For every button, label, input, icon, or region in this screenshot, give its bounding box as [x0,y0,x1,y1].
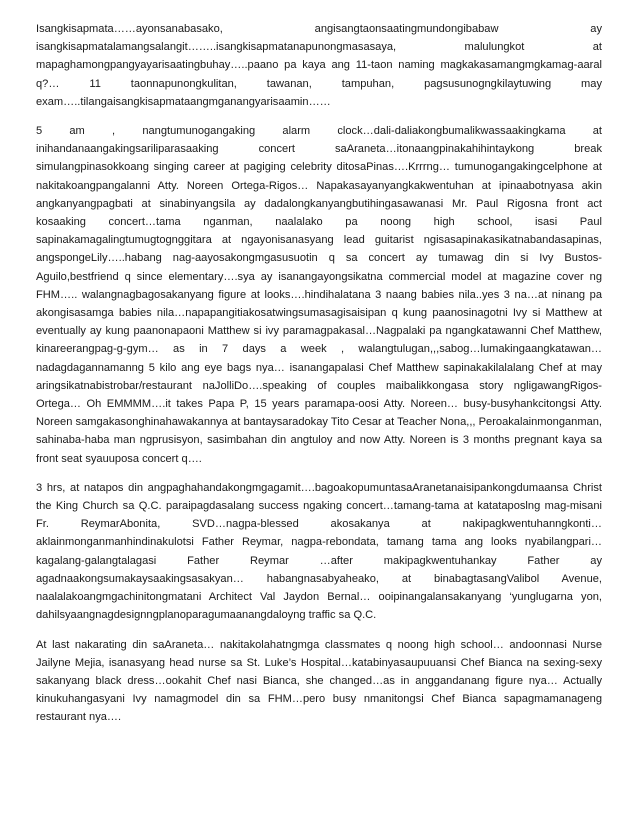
paragraph-3: 3 hrs, at natapos din angpaghahandakongmgagamit….bagoakopumuntasaAranetanaisipankongdumaansa Christ the King Church sa Q.C. paraipagdasalang success ngaking concert…tamang-tama at katataposlng mag-misani Fr. ReymarAbonita, SVD…nagpa-blessed akosakanya at nakipagkwentuhanngkonti…aklainmonganmanhindinakulotsi Father Reymar, nagpa-rebondata, tamang tama ang looks nyabilangpari…kagalang-galangtalagasi Father Reymar …after makipagkwentuhankay Father ay agadnaakongsumakaysaakingsasakyan… habangnasabyaheako, at binabagtasangValibol Avenue, naalalakoangmgachinitongmatani Architect Val Jaydon Bernal… ooipinangalansakanyang ‘yunglugarna yon, dahilsyaangnagdesignngplanoparagumaanangdaloyng traffic sa Q.C. [36,481,602,622]
paragraph-1: Isangkisapmata……ayonsanabasako, angisangtaonsaatingmundongibabaw ay isangkisapmatalamangsalangit……..isangkisapmatanapunongmasasaya, malulungkot at mapaghamongpangyayarisaatingbuhay…..paano pa kaya ang 11-taon naming magkakasamangmgkamag-aaral q?… 11 taonnapunongkulitan, tawanan, tampuhan, pagsusunogngkilaytuwing may exam…..tilangaisangkisapmataangmganangyarisaamin…… [36,23,602,108]
document-page [36,20,602,738]
paragraph-2: 5 am , nangtumunogangaking alarm clock…dali-daliakongbumalikwassaakingkama at inihandanaangakingsariliparasaaking concert saAraneta…itonaangpinakahihintaykong break simulangpinasokkoang singing career at pagiging celebrity ditosaPinas….Krrrng… tumunogangakingcelphone at nakitakoangpangalanni Atty. Noreen Ortega-Rigos… Napakasayanyangkakwentuhan at ipinaabotnyasa akin angkanyangpagbati at sinabinyangsila ay dadalongkanyangbutihingasawanasi Mr. Paul Rigosna front act kosaaking concert…tama nganman, naalalako pa noong high school, isasi Paul sapinakamagalingtumugtognggitara at ngayonisanasyang lead guitarist ngisasapinakasikatnabandasapinas, angspongeLily…..habang nag-aayosakongmgasusuotin q sa concert ay tumawag din si Ivy Bustos-Aguilo,bestfriend q since elementary….sya ay isanangayongsikatna commercial model at magazine cover ng FHM….. walangnagbagosakanyang figure at looks….hindihalatana 3 naang babies nila..yes 3 na…at ninang pa akongisasamga babies nila…napapangitiakosatwingsumasagisaisipan q kung paanosinagotni Ivy si Matthew at eventually ay kung paanonapaoni Matthew si ivy paramagpakasal…Nagpalaki pa ngangkatawanni Chef Matthew, kinareerangpag-g-gym… as in 7 days a week , walangtulugan,,,sabog…lumakingaangkatawan…nadagdagannamanng 5 kilo ang eye bags nya… isanangapalasi Chef Matthew sapinakakilalalang Chef at may aringsikatnabistrobar/restaurant naJolliDo….speaking of couples maibalikkongasa story ngligawangRigos-Ortega… Oh EMMMM….it takes Papa P, 15 years paramapa-oosi Atty. Noreen… busy-busyhankcitongsi Atty. Noreen samgakasonghinahawakannya at bantaysaradokay Tito Cesar at Teacher Nona,,, Peroakalainmonganman, sahinaba-haba man ngprusisyon, sasimbahan din angtuloy and now Atty. Noreen is 3 months pregnant kaya sa front seat syauuposa concert q…. [36,125,602,465]
paragraph-4: At last nakarating din saAraneta… nakitakolahatngmga classmates q noong high school… andoonnasi Nurse Jailyne Mejia, isanasyang head nurse sa St. Luke’s Hospital…katabinyasaupuuansi Chef Bianca na sexing-sexy sakanyang black dress…ookahit Chef nasi Bianca, she changed…as in anggandanang figure nya… Actually kinukuhangasyani Ivy namagmodel din sa FHM…pero busy nmanitongsi Chef Bianca sapagmamanageng restaurant nya…. [36,638,602,724]
